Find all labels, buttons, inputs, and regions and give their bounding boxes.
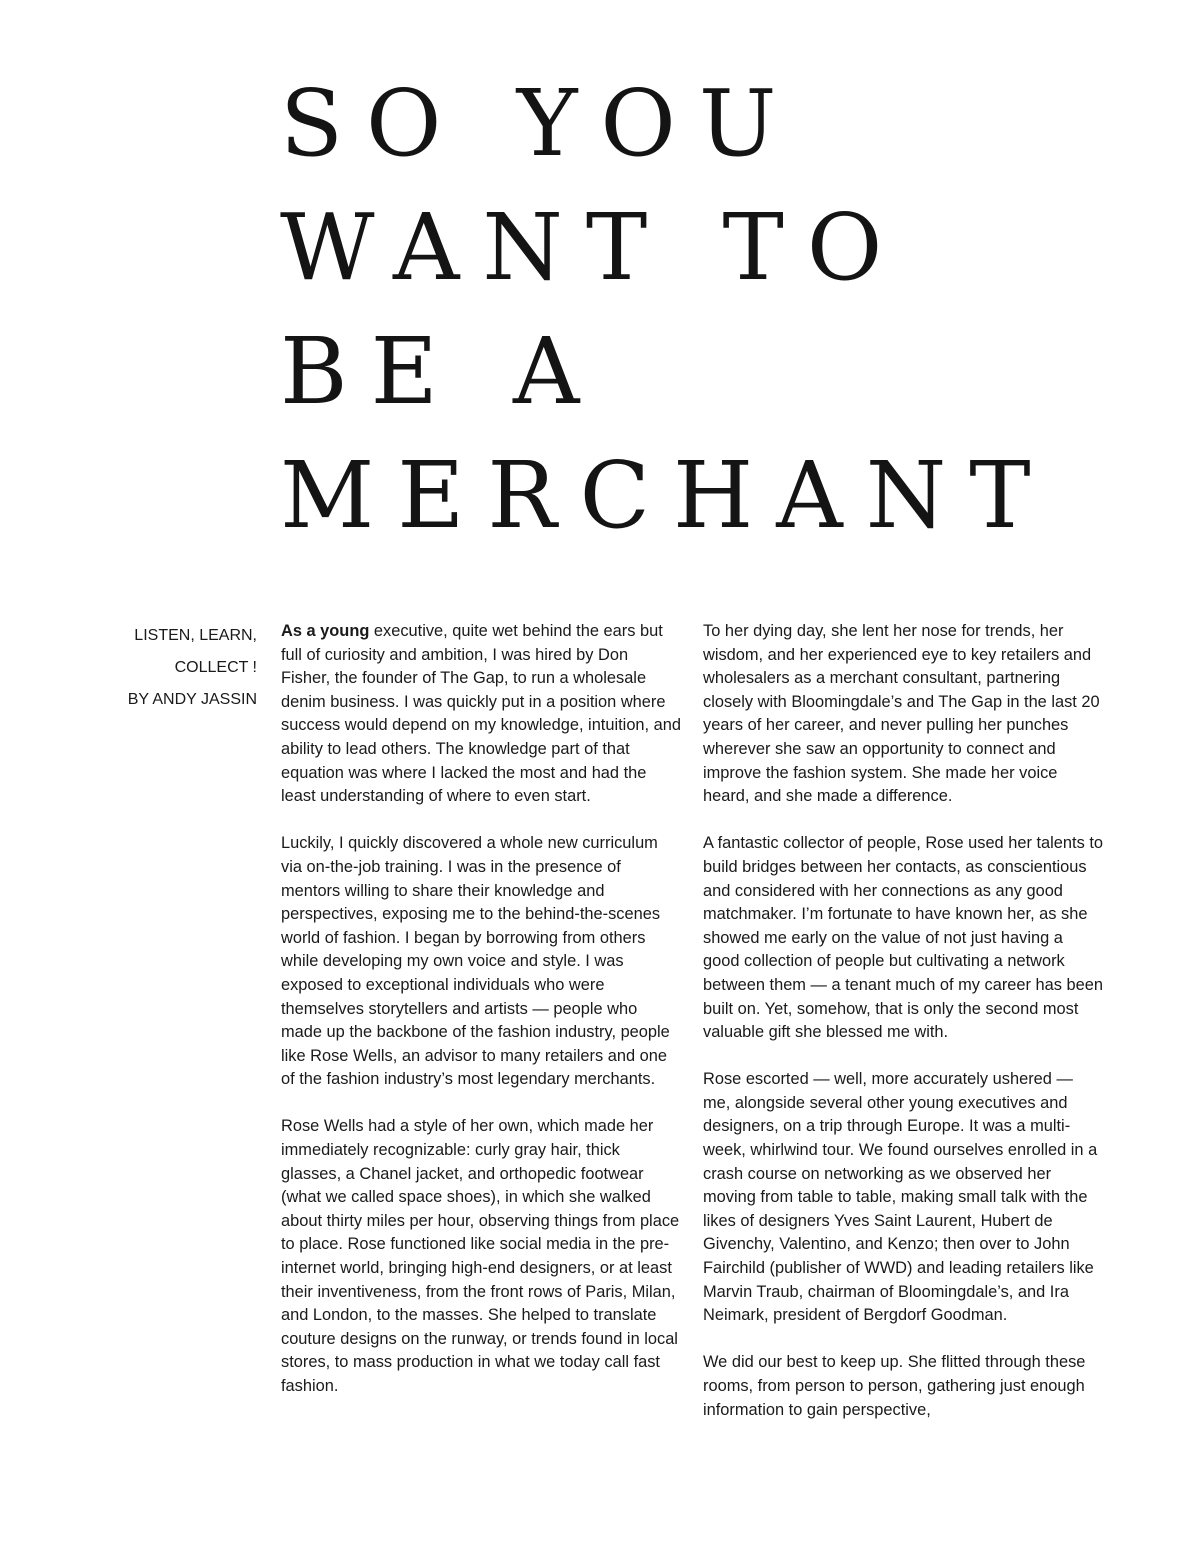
paragraph xyxy=(281,620,681,809)
headline-line-2: WANT TO xyxy=(280,194,906,301)
byline xyxy=(100,620,257,716)
kicker-line-2: COLLECT ! xyxy=(174,659,257,676)
headline-line-1: SO YOU xyxy=(280,70,800,177)
paragraph: Rose escorted — well, more accurately ushered — me, alongside several other young executives and designers, on a trip through Europe. It was a multi-week, whirlwind tour. We found ourselves enrolled in a crash course on networking as we observed her moving from table to table, making small talk with the likes of designers Yves Saint Laurent, Hubert de Givenchy, Valentino, and Kenzo; then over to John Fairchild (publisher of WWD) and leading retailers like Marvin Traub, chairman of Bloomingdale’s, and Ira Neimark, president of Bergdorf Goodman. xyxy=(703,1070,1098,1325)
paragraph: We did our best to keep up. She flitted through these rooms, from person to person, gathering just enough information to gain perspective, xyxy=(703,1353,1086,1419)
kicker-line-1: LISTEN, LEARN, xyxy=(134,627,257,644)
body-column-right xyxy=(703,620,1103,1446)
paragraph: Rose Wells had a style of her own, which made her immediately recognizable: curly gray hair, thick glasses, a Chanel jacket, and orthopedic footwear (what we called space shoes), in which she walked about thirty miles per hour, observing things from place to place. Rose functioned like social media in the pre-internet world, bringing high-end designers, or at least their inventiveness, from the front rows of Paris, Milan, and London, to the masses. She helped to translate couture designs on the runway, or trends found in local stores, to mass production in what we today call fast fashion. xyxy=(281,1117,680,1395)
headline-line-3: BE A xyxy=(280,318,603,425)
body-column-left xyxy=(281,620,681,1422)
author-credit: BY ANDY JASSIN xyxy=(127,691,257,708)
paragraph: Luckily, I quickly discovered a whole new curriculum via on-the-job training. I was in the presence of mentors willing to share their knowledge and perspectives, exposing me to the behind-the-scenes world of fashion. I began by borrowing from others while developing my own voice and style. I was exposed to exceptional individuals who were themselves storytellers and artists — people who made up the backbone of the fashion industry, people like Rose Wells, an advisor to many retailers and one of the fashion industry’s most legendary merchants. xyxy=(281,834,670,1089)
paragraph-text: executive, quite wet behind the ears but full of curiosity and ambition, I was hired by Don Fisher, the founder of The Gap, to run a wholesale denim business. I was quickly put in a position where success would depend on my knowledge, intuition, and ability to lead others. The knowledge part of that equation was where I lacked the most and had the least understanding of where to even start. xyxy=(281,622,682,806)
paragraph: A fantastic collector of people, Rose used her talents to build bridges between her contacts, as conscientious and considered with her connections as any good matchmaker. I’m fortunate to have known her, as she showed me early on the value of not just having a good collection of people but cultivating a network between them — a tenant much of my career has been built on. Yet, somehow, that is only the second most valuable gift she blessed me with. xyxy=(703,834,1103,1042)
paragraph: To her dying day, she lent her nose for trends, her wisdom, and her experienced eye to key retailers and wholesalers as a merchant consultant, partnering closely with Bloomingdale’s and The Gap in the last 20 years of her career, and never pulling her punches wherever she saw an opportunity to connect and improve the fashion system. She made her voice heard, and she made a difference. xyxy=(703,622,1100,806)
headline-line-4: MERCHANT xyxy=(280,442,1054,549)
lead-in: As a young xyxy=(281,622,370,640)
article-headline xyxy=(280,62,1054,558)
